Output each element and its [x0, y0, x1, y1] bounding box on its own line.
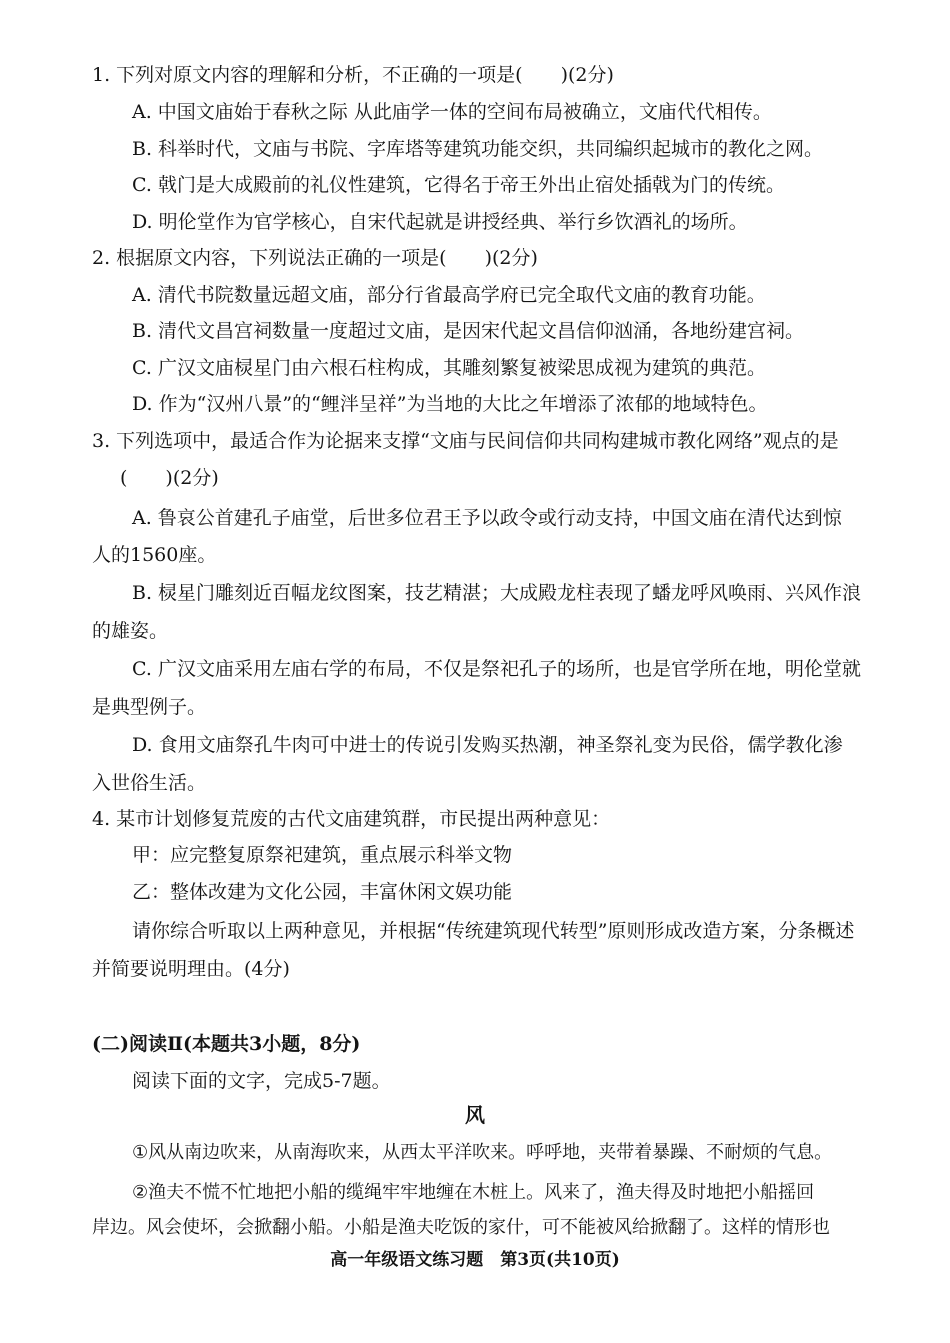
passage-paragraph-2: ②渔夫不慌不忙地把小船的缆绳牢牢地缠在木桩上。风来了，渔夫得及时地把小船摇回 [132, 1182, 815, 1203]
q3-option-a-cont: 人的1560座。 [92, 544, 217, 566]
q3-option-d: D. 食用文庙祭孔牛肉可中进士的传说引发购买热潮，神圣祭礼变为民俗，儒学教化渗 [132, 734, 843, 756]
q2-option-d: D. 作为“汉州八景”的“鲤泮呈祥”为当地的大比之年增添了浓郁的地域特色。 [132, 393, 768, 415]
q1-option-a: A. 中国文庙始于春秋之际 从此庙学一体的空间布局被确立，文庙代代相传。 [132, 101, 772, 123]
page-footer: 高一年级语文练习题 第3页(共10页) [330, 1250, 620, 1270]
q3-option-c-cont: 是典型例子。 [92, 696, 207, 718]
q3-option-a: A. 鲁哀公首建孔子庙堂，后世多位君王予以政令或行动支持，中国文庙在清代达到惊 [132, 507, 842, 529]
passage-title: 风 [465, 1103, 485, 1127]
q1-option-d: D. 明伦堂作为官学核心，自宋代起就是讲授经典、举行乡饮酒礼的场所。 [132, 211, 748, 233]
section2-heading: (二)阅读Ⅱ(本题共3小题，8分) [92, 1033, 361, 1055]
q3-stem: 3. 下列选项中，最适合作为论据来支撑“文庙与民间信仰共同构建城市教化网络”观点的是 [92, 430, 839, 452]
q3-option-d-cont: 入世俗生活。 [92, 772, 207, 794]
q2-stem: 2. 根据原文内容，下列说法正确的一项是( )(2分) [92, 247, 538, 269]
q1-option-b: B. 科举时代，文庙与书院、字库塔等建筑功能交织，共同编织起城市的教化之网。 [132, 138, 824, 160]
q4-stem: 4. 某市计划修复荒废的古代文庙建筑群，市民提出两种意见： [92, 808, 611, 830]
q4-requirement: 请你综合听取以上两种意见，并根据“传统建筑现代转型”原则形成改造方案，分条概述 [132, 920, 855, 942]
q3-option-c: C. 广汉文庙采用左庙右学的布局，不仅是祭祀孔子的场所，也是官学所在地，明伦堂就 [132, 658, 861, 680]
q4-requirement-cont: 并简要说明理由。(4分) [92, 958, 290, 980]
q2-option-c: C. 广汉文庙棂星门由六根石柱构成，其雕刻繁复被梁思成视为建筑的典范。 [132, 357, 766, 379]
q4-opinion-yi: 乙：整体改建为文化公园，丰富休闲文娱功能 [132, 881, 513, 903]
passage-paragraph-2-cont: 岸边。风会使坏，会掀翻小船。小船是渔夫吃饭的家什，可不能被风给掀翻了。这样的情形也 [92, 1217, 830, 1238]
q3-option-b-cont: 的雄姿。 [92, 620, 169, 642]
q1-option-c: C. 戟门是大成殿前的礼仪性建筑，它得名于帝王外出止宿处插戟为门的传统。 [132, 174, 785, 196]
q3-stem-score: ( )(2分) [120, 467, 219, 489]
q2-option-a: A. 清代书院数量远超文庙，部分行省最高学府已完全取代文庙的教育功能。 [132, 284, 766, 306]
q4-opinion-jia: 甲：应完整复原祭祀建筑，重点展示科举文物 [132, 844, 513, 866]
q2-option-b: B. 清代文昌宫祠数量一度超过文庙，是因宋代起文昌信仰汹涌，各地纷建宫祠。 [132, 320, 805, 342]
section2-instruction: 阅读下面的文字，完成5-7题。 [132, 1070, 391, 1092]
passage-paragraph-1: ①风从南边吹来，从南海吹来，从西太平洋吹来。呼呼地，夹带着暴躁、不耐烦的气息。 [132, 1142, 833, 1163]
q1-stem: 1. 下列对原文内容的理解和分析，不正确的一项是( )(2分) [92, 64, 614, 86]
q3-option-b: B. 棂星门雕刻近百幅龙纹图案，技艺精湛；大成殿龙柱表现了蟠龙呼风唤雨、兴风作浪 [132, 582, 862, 604]
